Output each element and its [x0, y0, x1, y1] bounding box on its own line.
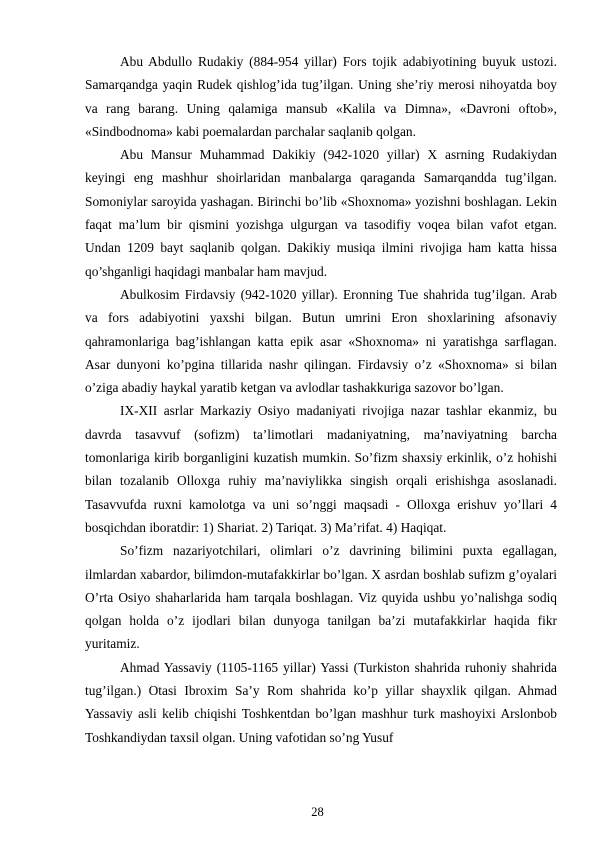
paragraph-rudakiy: Abu Abdullo Rudakiy (884-954 yillar) Fors tojik adabiyotining buyuk ustozi. Samarqandga yaqin Rudek qishlog’ida tug’ilgan. Uning she’riy merosi nihoyatda boy va rang barang. Uning qalamiga mansub «Kalila va Dimna», «Davroni oftob», «Sindbodnoma» kabi poemalardan parchalar saqlanib qolgan. — [85, 54, 557, 139]
page-number: 28 — [311, 805, 324, 819]
paragraph-sufizm-scholars: So’fizm nazariyotchilari, olimlari o’z davrining bilimini puxta egallagan, ilmlardan xabardor, bilimdon-mutafakkirlar bo’lgan. X asrdan boshlab sufizm g’oyalari O’rta Osiyo shaharlarida ham tarqala boshlagan. Viz quyida ushbu yo’nalishga sodiq qolgan holda o’z ijodlari bilan dunyoga tanilgan ba’zi mutafakkirlar haqida fikr yuritamiz. — [85, 543, 557, 652]
page-body — [85, 50, 557, 749]
paragraph-firdavsiy: Abulkosim Firdavsiy (942-1020 yillar). Eronning Tue shahrida tug’ilgan. Arab va fors adabiyotini yaxshi bilgan. Butun umrini Eron shoxlarining afsonaviy qahramonlariga bag’ishlangan katta epik asar «Shoxnoma» ni yaratishga sarflagan. Asar dunyoni ko’pgina tillarida nashr qilingan. Firdavsiy o’z «Shoxnoma» si bilan o’ziga abadiy haykal yaratib ketgan va avlodlar tashakkuriga sazovor bo’lgan. — [85, 286, 557, 396]
paragraph-tasavvuf: IX-XII asrlar Markaziy Osiyo madaniyati rivojiga nazar tashlar ekanmiz, bu davrda tasavvuf (sofizm) ta’limotlari madaniyatning, ma’naviyatning barcha tomonlariga kirib borganligini kuzatish mumkin. So’fizm shaxsiy erkinlik, o’z hohishi bilan tozalanib Olloxga ruhiy ma’naviylikka singish orqali erishishga asoslanadi. Tasavvufda ruxni kamolotga va uni so’nggi maqsadi - Olloxga erishuv yo’llari 4 bosqichdan iboratdir: 1) Shariat. 2) Tariqat. 3) Ma’rifat. 4) Haqiqat. — [85, 403, 557, 535]
paragraph-dakikiy: Abu Mansur Muhammad Dakikiy (942-1020 yillar) X asrning Rudakiydan keyingi eng mashhur shoirlaridan manbalarga qaraganda Samarqandda tug’ilgan. Somoniylar saroyida yashagan. Birinchi bo’lib «Shoxnoma» yozishni boshlagan. Lekin faqat ma’lum bir qismini yozishga ulgurgan va tasodifiy voqea bilan vafot etgan. Undan 1209 bayt saqlanib qolgan. Dakikiy musiqa ilmini rivojiga ham katta hissa qo’shganligi haqidagi manbalar ham mavjud. — [85, 147, 557, 279]
paragraph-yassaviy: Ahmad Yassaviy (1105-1165 yillar) Yassi (Turkiston shahrida ruhoniy shahrida tug’ilgan.) Otasi Ibroxim Sa’y Rom shahrida ko’p yillar shayxlik qilgan. Ahmad Yassaviy asli kelib chiqishi Toshkentdan bo’lgan mashhur turk mashoyixi Arslonbob Toshkandiydan taxsil olgan. Uning vafotidan so’ng Yusuf — [85, 659, 557, 745]
